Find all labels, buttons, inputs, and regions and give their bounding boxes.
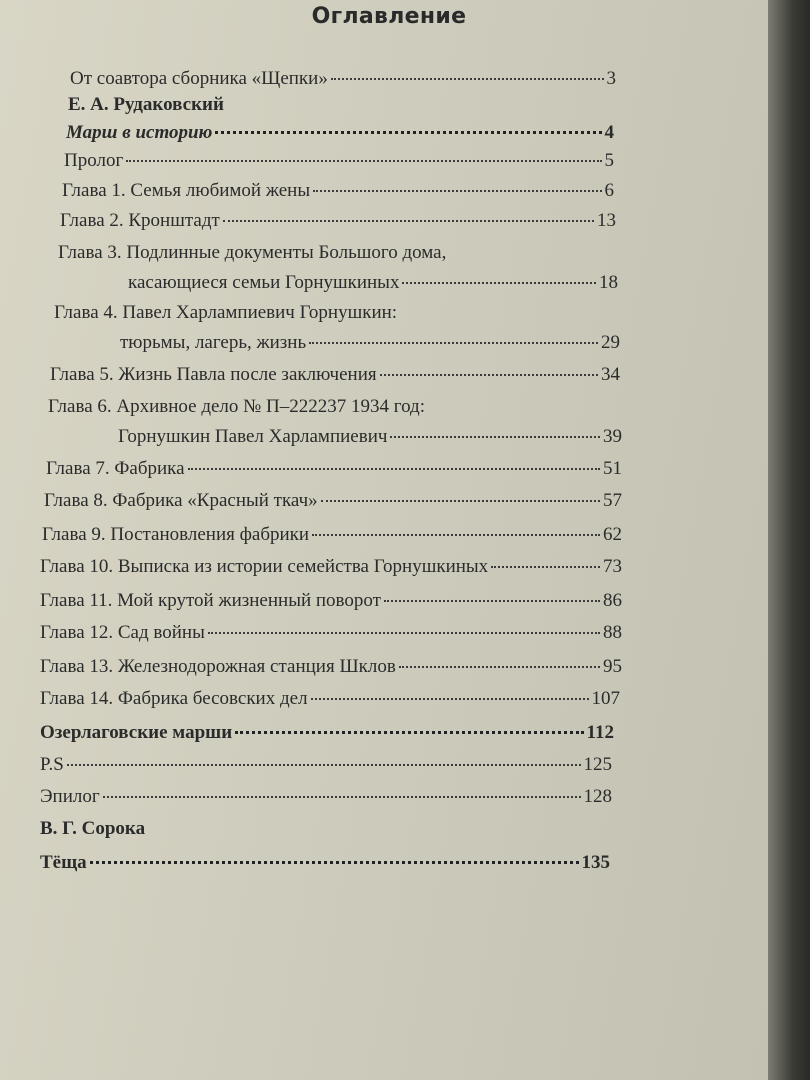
dot-leader [491,566,600,568]
toc-entry [120,332,620,354]
toc-page-number: 39 [603,426,622,447]
toc-entry [40,688,620,710]
toc-entry-title: Глава 11. Мой крутой жизненный поворот [40,590,381,611]
toc-entry-title-continued: касающиеся семьи Горнушкиных [128,272,400,293]
toc-entry [40,852,610,874]
toc-entry-title: Марш в историю [66,122,213,143]
toc-entry [118,426,622,448]
dot-leader [311,698,589,700]
toc-entry [60,210,616,232]
dot-leader [235,731,583,734]
dot-leader [321,500,600,502]
toc-entry-title: Глава 9. Постановления фабрики [42,524,310,545]
dot-leader [312,534,600,536]
toc-page-number: 18 [599,272,618,293]
dot-leader [188,468,600,470]
toc-entry [40,656,622,678]
toc-entry [66,122,614,144]
dot-leader [402,282,596,284]
dot-leader [399,666,600,668]
toc-entry-title: Глава 10. Выписка из истории семейства Горнушкиных [40,556,489,577]
toc-page-number: 29 [601,332,620,353]
toc-entry-title: Озерлаговские марши [40,722,233,743]
dot-leader [126,160,601,162]
dot-leader [309,342,598,344]
toc-page-number: 88 [603,622,622,643]
dot-leader [90,861,579,864]
dot-leader [390,436,600,438]
toc-entry [42,524,622,546]
toc-entry-title: Пролог [64,150,124,171]
toc-entry [62,180,614,202]
toc-entry [40,754,612,776]
toc-entry-title: Эпилог [40,786,100,807]
page-edge [768,0,810,1080]
toc-page-number: 125 [583,754,612,775]
dot-leader [215,131,601,134]
toc-page-number: 128 [583,786,612,807]
toc-page-number: 51 [603,458,622,479]
toc-page-number: 135 [581,852,610,873]
toc-page-number: 34 [601,364,620,385]
toc-entry [40,722,614,744]
toc-page-number: 57 [603,490,622,511]
toc-page-number: 112 [586,722,614,743]
toc-entry [40,786,612,808]
toc-entry [40,590,622,612]
toc-page-number: 3 [606,68,616,89]
toc-entry-title: Глава 1. Семья любимой жены [62,180,311,201]
toc-entry [50,364,620,386]
toc-entry-title: От соавтора сборника «Щепки» [70,68,328,89]
dot-leader [67,764,581,766]
dot-leader [103,796,581,798]
toc-entry [40,556,622,578]
toc-entry-title: Глава 2. Кронштадт [60,210,220,231]
toc-entry [44,490,622,512]
toc-page-number: 13 [597,210,616,231]
toc-page-number: 4 [604,122,614,143]
toc-entry [40,622,622,644]
dot-leader [223,220,594,222]
page-title: Оглавление [311,4,467,29]
author-heading: В. Г. Сорока [40,818,146,839]
dot-leader [313,190,601,192]
toc-entry-title: Глава 7. Фабрика [46,458,185,479]
dot-leader [384,600,600,602]
toc-entry-title: Глава 14. Фабрика бесовских дел [40,688,308,709]
toc-page-number: 73 [603,556,622,577]
toc-page-number: 95 [603,656,622,677]
toc-page-number: 86 [603,590,622,611]
toc-entry-title: Тёща [40,852,87,873]
toc-page-number: 6 [604,180,614,201]
dot-leader [331,78,604,80]
toc-page-number: 62 [603,524,622,545]
toc-entry-title-continued: Горнушкин Павел Харлампиевич [118,426,388,447]
toc-entry-title: Глава 4. Павел Харлампиевич Горнушкин: [54,302,398,323]
toc-entry-title: Глава 5. Жизнь Павла после заключения [50,364,377,385]
toc-entry [128,272,618,294]
toc-entry [46,458,622,480]
toc-entry [70,68,616,90]
toc-entry-title-continued: тюрьмы, лагерь, жизнь [120,332,307,353]
toc-page-number: 5 [604,150,614,171]
toc-entry-title: Глава 3. Подлинные документы Большого дома, [58,242,447,263]
toc-entry-title: Глава 12. Сад войны [40,622,205,643]
toc-entry-title: Глава 13. Железнодорожная станция Шклов [40,656,396,677]
toc-entry-title: Глава 6. Архивное дело № П–222237 1934 год: [48,396,425,417]
author-heading: Е. А. Рудаковский [68,94,224,115]
toc-entry-title: P.S [40,754,64,775]
toc-entry-title: Глава 8. Фабрика «Красный ткач» [44,490,318,511]
toc-entry [64,150,614,172]
dot-leader [208,632,600,634]
toc-page-number: 107 [591,688,620,709]
dot-leader [380,374,598,376]
